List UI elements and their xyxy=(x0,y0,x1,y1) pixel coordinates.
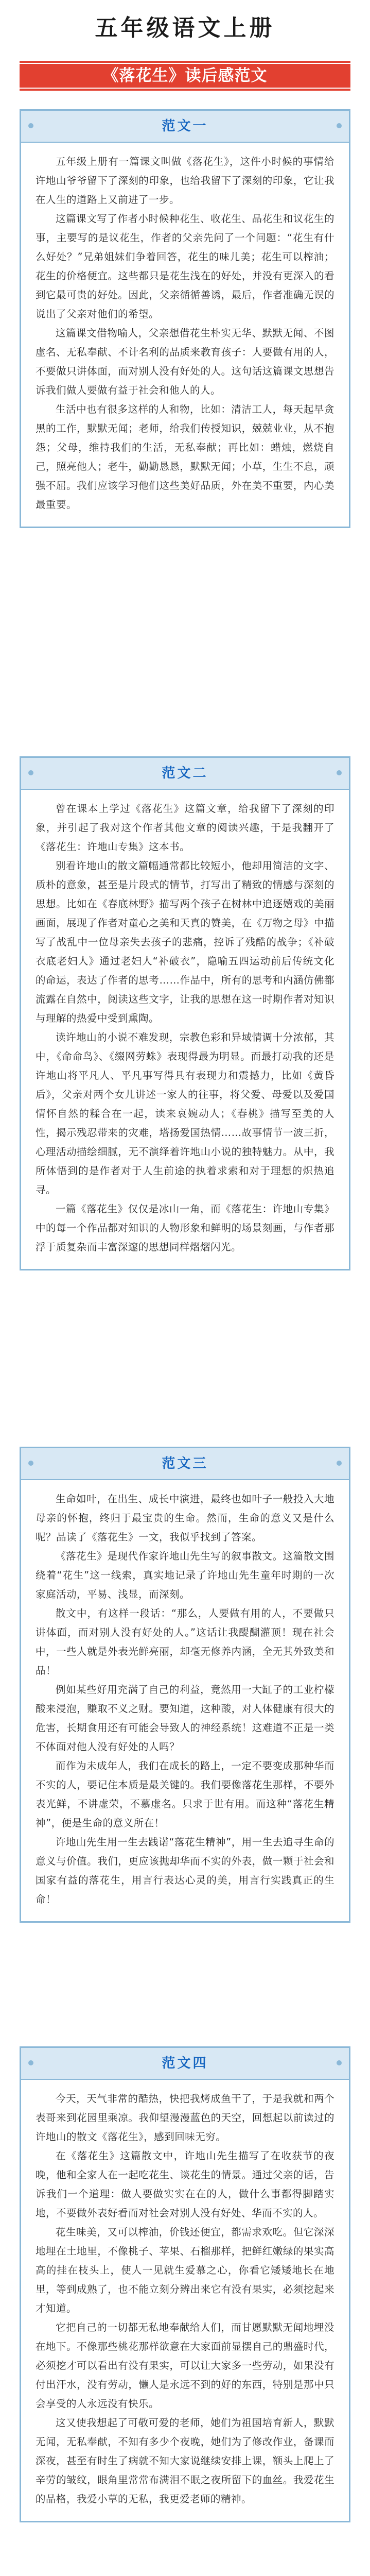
section-header xyxy=(21,111,349,143)
paragraph: 而作为未成年人，我们在成长的路上，一定不要变成那种华而不实的人，要记住本质是最关键的。我们要像落花生那样，不要外表光鲜，不讲虚荣，不慕虚名。只求于世有用。而这种“落花生精神”，便是生命的意义所在！ xyxy=(36,1760,334,1829)
section-body xyxy=(21,790,349,1269)
page-title: 五年级语文上册 xyxy=(95,15,275,41)
header-dot-icon xyxy=(28,2060,33,2065)
paragraph: 这又使我想起了可敬可爱的老师，她们为祖国培育新人，默默无闻，无私奉献，不知有多少个夜晚，她们为了修改作业，备课而深夜，甚至有时生了病就不知大家说继续安排上课，额头上爬上了辛劳的皱纹，眼角里常常布满泪不眠之夜所留下的血丝。我爱花生的品格，我爱小草的无私，我更爱老师的精神。 xyxy=(36,2417,334,2505)
section-body xyxy=(21,143,349,527)
section-header xyxy=(21,2048,349,2080)
banner-text: 《落花生》读后感范文 xyxy=(102,66,268,85)
essay-section-4 xyxy=(20,2046,350,2522)
paragraph: 生命如叶，在出生、成长中演进，最终也如叶子一般投入大地母亲的怀抱，终归于最宝贵的生命。然而，生命的意义又是什么呢？品读了《落花生》一文，我似乎找到了答案。 xyxy=(36,1493,334,1543)
paragraph: 花生味美，又可以榨油，价钱还便宜，都需求欢吃。但它深深地埋在土地里，不像桃子、苹果、石榴那样，把鲜红嫩绿的果实高高的挂在枝头上，使人一见就生爱慕之心，你看它矮矮地长在地里，等到成熟了，也不能立刻分辨出来它有没有果实，必须挖起来才知道。 xyxy=(36,2226,334,2314)
header-dot-icon xyxy=(337,2060,342,2065)
banner-bottom-rule xyxy=(20,88,350,89)
paragraph: 在《落花生》这篇散文中，许地山先生描写了在收获节的夜晚，他和全家人在一起吃花生、谈花生的情景。通过父亲的话，告诉我们一个道理：做人要做实实在在的人，做什么事都得脚踏实地，不要做外表好看而对社会对别人没有好处、华而不实的人。 xyxy=(36,2150,334,2219)
paragraph: 它把自己的一切都无私地奉献给人们，而甘愿默默无闻地埋没在地下。不像那些桃花那样欲意在大家面前显摆自己的鼎盛时代，必须挖才可以看出有没有果实，可以让大家多一些劳动，如果没有付出汗水，没有劳动，懒人是永远不到的好的东西，特别是那中只会享受的人永远没有快乐。 xyxy=(36,2321,334,2410)
header-dot-icon xyxy=(337,123,342,128)
paragraph: 今天，天气非常的酷热，快把我烤成鱼干了，于是我就和两个表哥来到花园里乘凉。我仰望漫漫蓝色的天空，回想起以前读过的许地山的散文《落花生》，感到回味无穷。 xyxy=(36,2093,334,2143)
essay-section-3 xyxy=(20,1447,350,1923)
paragraph: 曾在课本上学过《落花生》这篇文章，给我留下了深刻的印象，并引起了我对这个作者其他文章的阅读兴趣，于是我翻开了《落花生：许地山专集》这本书。 xyxy=(36,803,334,853)
header-dot-icon xyxy=(337,770,342,775)
section-body xyxy=(21,2080,349,2521)
paragraph: 一篇《落花生》仅仅是冰山一角，而《落花生：许地山专集》中的每一个作品都对知识的人物形象和鲜明的场景刻画，与作者那浮于质复杂而丰富深邃的思想同样熠熠闪光。 xyxy=(36,1203,334,1253)
paragraph: 《落花生》是现代作家许地山先生写的叙事散文。这篇散文围绕着“花生”这一线索，真实地记录了许地山先生童年时期的一次家庭活动，平易、浅显，而深刻。 xyxy=(36,1550,334,1600)
paragraph: 例如某些好用充满了自己的利益，竟然用一大缸子的工业柠檬酸来浸泡，赚取不义之财。要知道，这种酸，对人体健康有很大的危害，长期食用还有可能会导致人的神经系统！这难道不正是一类不体面对他人没有好处的人吗？ xyxy=(36,1684,334,1753)
section-title: 范文一 xyxy=(162,118,208,134)
paragraph: 这篇课文写了作者小时候种花生、收花生、品花生和议花生的事，主要写的是议花生，作者的父亲先问了一个问题：“花生有什么好处？”兄弟姐妹们争着回答，花生的味儿美；花生可以榨油；花生的价格便宜。这些都只是花生浅在的好处，并没有更深入的看到它最可贵的好处。因此，父亲循循善诱，最后，作者准确无误的说出了父亲对他们的希望。 xyxy=(36,213,334,320)
header-dot-icon xyxy=(337,1461,342,1466)
essay-section-1 xyxy=(20,109,350,528)
section-body xyxy=(21,1480,349,1921)
paragraph: 生活中也有很多这样的人和物，比如：清洁工人，每天起早贪黑的工作，默默无闻；老师，给我们传授知识，兢兢业业，从不抱怨；父母，维持我们的生活，无私奉献；再比如：蜡烛，燃烧自己，照亮他人；老牛，勤勤恳恳，默默无闻；小草，生生不息，顽强不屈。我们应该学习他们这些美好品质，外在美不重要，内心美最重要。 xyxy=(36,403,334,511)
paragraph: 别看许地山的散文篇幅通常都比较短小，他却用简洁的文字、质朴的意象，甚至是片段式的情节，打写出了精致的情感与深刻的思想。比如在《春底林野》描写两个孩子在树林中追逐嬉戏的美丽画面，展现了作者对童心之美和天真的赞美，在《万物之母》中描写了战乱中一位母亲失去孩子的悲痛，控诉了残酷的战争；《补破衣底老妇人》通过老妇人“补破衣”，隐喻五四运动前后传统文化的命运，表达了作者的思考……作品中，所有的思考和内涵仿佛都流露在自然中，阅读这些文字，让我的思想在这一时期作者对知识与理解的热爱中受到熏陶。 xyxy=(36,860,334,1024)
paragraph: 这篇课文借物喻人，父亲想借花生朴实无华、默默无闻、不图虚名、无私奉献、不计名利的品质来教育孩子：人要做有用的人，不要做只讲体面，而对别人没有好处的人。这句话这篇课文思想告诉我们做人要做有益于社会和他人的人。 xyxy=(36,327,334,396)
header-dot-icon xyxy=(28,770,33,775)
paragraph: 许地山先生用一生去践诺“落花生精神”，用一生去追寻生命的意义与价值。我们，更应该抛却华而不实的外表，做一颗于社会和国家有益的落花生，用言行表达心灵的美，用言行实践真正的生命！ xyxy=(36,1836,334,1905)
section-header xyxy=(21,1448,349,1480)
header-dot-icon xyxy=(28,1461,33,1466)
section-header xyxy=(21,758,349,790)
section-title: 范文二 xyxy=(162,766,208,781)
section-title: 范文三 xyxy=(162,1456,208,1471)
paragraph: 五年级上册有一篇课文叫做《落花生》，这件小时候的事情给许地山爷爷留下了深刻的印象，也给我留下了深刻的印象，它让我在人生的道路上又前进了一步。 xyxy=(36,156,334,206)
essay-section-2 xyxy=(20,756,350,1270)
section-title: 范文四 xyxy=(162,2056,208,2071)
paragraph: 散文中，有这样一段话：“那么，人要做有用的人，不要做只讲体面，而对别人没有好处的人。”这话让我醍醐灌顶！现在社会中，一些人就是外表光鲜亮丽，却毫无修养内涵，全无其外致美和品！ xyxy=(36,1607,334,1676)
header-dot-icon xyxy=(28,123,33,128)
paragraph: 读许地山的小说不难发现，宗教色彩和异域情调十分浓郁，其中，《命命鸟》、《缀网劳蛛》表现得最为明显。而最打动我的还是许地山将平凡人、平凡事写得具有表现力和震撼力，比如《黄昏后》，父亲对两个女儿讲述一家人的往事，将父爱、母爱以及爱国情怀自然的糅合在一起，读来哀婉动人；《春桃》描写至美的人性，揭示残忍带来的灾难，塔扬爱国热情……故事情节一波三折，心理活动描绘细腻，无不演绎着许地山小说的独特魅力。从中，我所体悟到的是作者对于人生前途的执着求索和对于理想的炽热追寻。 xyxy=(36,1031,334,1196)
title-banner xyxy=(20,61,350,91)
